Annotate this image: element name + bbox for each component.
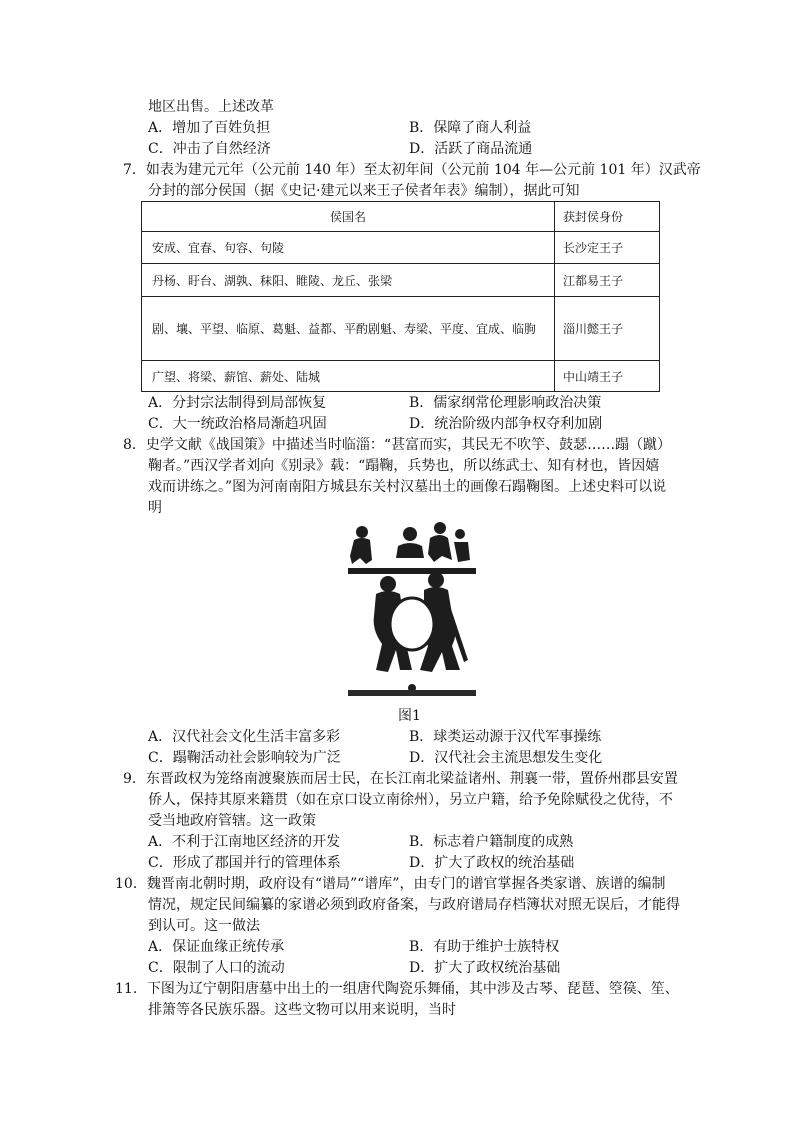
q9-option-c[interactable]: C．形成了郡国并行的管理体系 — [148, 855, 341, 871]
q7-option-a[interactable]: A．分封宗法制得到局部恢复 — [148, 395, 327, 411]
q11-stem-line2: 排箫等各民族乐器。这些文物可以用来说明，当时 — [148, 1002, 456, 1018]
q8-stem-line1: 8．史学文献《战国策》中描述当时临淄：“甚富而实，其民无不吹竽、鼓瑟……蹋（蹴） — [123, 437, 672, 453]
table-row — [142, 264, 660, 297]
q8-stem-line2: 鞠者。”西汉学者刘向《别录》载：“蹋鞠，兵势也，所以练武士、知有材也，皆因嬉 — [148, 458, 660, 474]
q7-option-d[interactable]: D．统治阶级内部争权夺利加剧 — [409, 416, 603, 432]
q9-option-b[interactable]: B．标志着户籍制度的成熟 — [409, 834, 574, 850]
q10-option-a[interactable]: A．保证血缘正统传承 — [148, 939, 285, 955]
cuju-stone-relief-image — [348, 520, 476, 696]
table-header-names: 侯国名 — [142, 202, 555, 232]
q9-stem-line2: 侨人，保持其原来籍贯（如在京口设立南徐州），另立户籍，给予免除赋役之优待，不 — [148, 792, 673, 808]
q6-option-c[interactable]: C．冲击了自然经济 — [148, 141, 271, 157]
q8-option-c[interactable]: C．蹋鞠活动社会影响较为广泛 — [148, 750, 341, 766]
table-header-identity: 获封侯身份 — [555, 202, 660, 232]
q10-option-c[interactable]: C．限制了人口的流动 — [148, 960, 285, 976]
q7-stem-line2: 分封的部分侯国（据《史记·建元以来王子侯者年表》编制），据此可知 — [148, 183, 580, 199]
q9-option-d[interactable]: D．扩大了政权的统治基础 — [409, 855, 575, 871]
q8-stem-line3: 戏而讲练之。”图为河南南阳方城县东关村汉墓出土的画像石蹋鞠图。上述史料可以说 — [148, 479, 667, 495]
table-cell-names: 剧、壤、平望、临原、葛魁、益都、平酌剧魁、寿梁、平度、宜成、临朐 — [142, 297, 555, 361]
table-cell-names: 广望、将梁、薪馆、薪处、陆城 — [142, 361, 555, 392]
q8-stem-line4: 明 — [148, 500, 162, 516]
table-row — [142, 232, 660, 264]
q9-option-a[interactable]: A．不利于江南地区经济的开发 — [148, 834, 341, 850]
table-cell-identity: 淄川懿王子 — [555, 297, 660, 361]
q10-stem-line2: 情况，规定民间编纂的家谱必须到政府备案，与政府谱局存档簿状对照无误后，才能得 — [148, 897, 680, 913]
q6-option-d[interactable]: D．活跃了商品流通 — [409, 141, 533, 157]
q6-option-b[interactable]: B．保障了商人利益 — [409, 120, 532, 136]
figure-caption: 图1 — [398, 708, 421, 724]
q6-stem-tail: 地区出售。上述改革 — [148, 99, 274, 115]
q10-stem-line1: 10．魏晋南北朝时期，政府设有“谱局”“谱库”，由专门的谱官掌握各类家谱、族谱的编制 — [115, 876, 666, 892]
q10-option-d[interactable]: D．扩大了政权统治基础 — [409, 960, 561, 976]
table-row — [142, 297, 660, 361]
table-cell-names: 丹杨、盱台、湖孰、秣阳、睢陵、龙丘、张梁 — [142, 264, 555, 297]
table-cell-identity: 长沙定王子 — [555, 232, 660, 264]
table-row — [142, 361, 660, 392]
table-cell-names: 安成、宜春、句容、句陵 — [142, 232, 555, 264]
fiefdom-table — [141, 201, 660, 392]
q6-option-a[interactable]: A．增加了百姓负担 — [148, 120, 271, 136]
q9-stem-line3: 受当地政府管辖。这一政策 — [148, 813, 316, 829]
table-header-row — [142, 202, 660, 232]
table-cell-identity: 江都易王子 — [555, 264, 660, 297]
q8-option-b[interactable]: B．球类运动源于汉代军事操练 — [409, 729, 602, 745]
q9-stem-line1: 9．东晋政权为笼络南渡聚族而居士民，在长江南北梁益诸州、荆襄一带，置侨州郡县安置 — [123, 771, 678, 787]
q7-option-c[interactable]: C．大一统政治格局渐趋巩固 — [148, 416, 327, 432]
q10-stem-line3: 到认可。这一做法 — [148, 918, 260, 934]
q10-option-b[interactable]: B．有助于维护士族特权 — [409, 939, 560, 955]
table-cell-identity: 中山靖王子 — [555, 361, 660, 392]
q8-option-a[interactable]: A．汉代社会文化生活丰富多彩 — [148, 729, 341, 745]
q8-option-d[interactable]: D．汉代社会主流思想发生变化 — [409, 750, 603, 766]
q11-stem-line1: 11．下图为辽宁朝阳唐墓中出土的一组唐代陶瓷乐舞俑，其中涉及古琴、琵琶、箜篌、笙、 — [115, 981, 679, 997]
q7-stem-line1: 7．如表为建元元年（公元前 140 年）至太初年间（公元前 104 年—公元前 101 年）汉武帝 — [123, 162, 701, 178]
q7-option-b[interactable]: B．儒家纲常伦理影响政治决策 — [409, 395, 602, 411]
